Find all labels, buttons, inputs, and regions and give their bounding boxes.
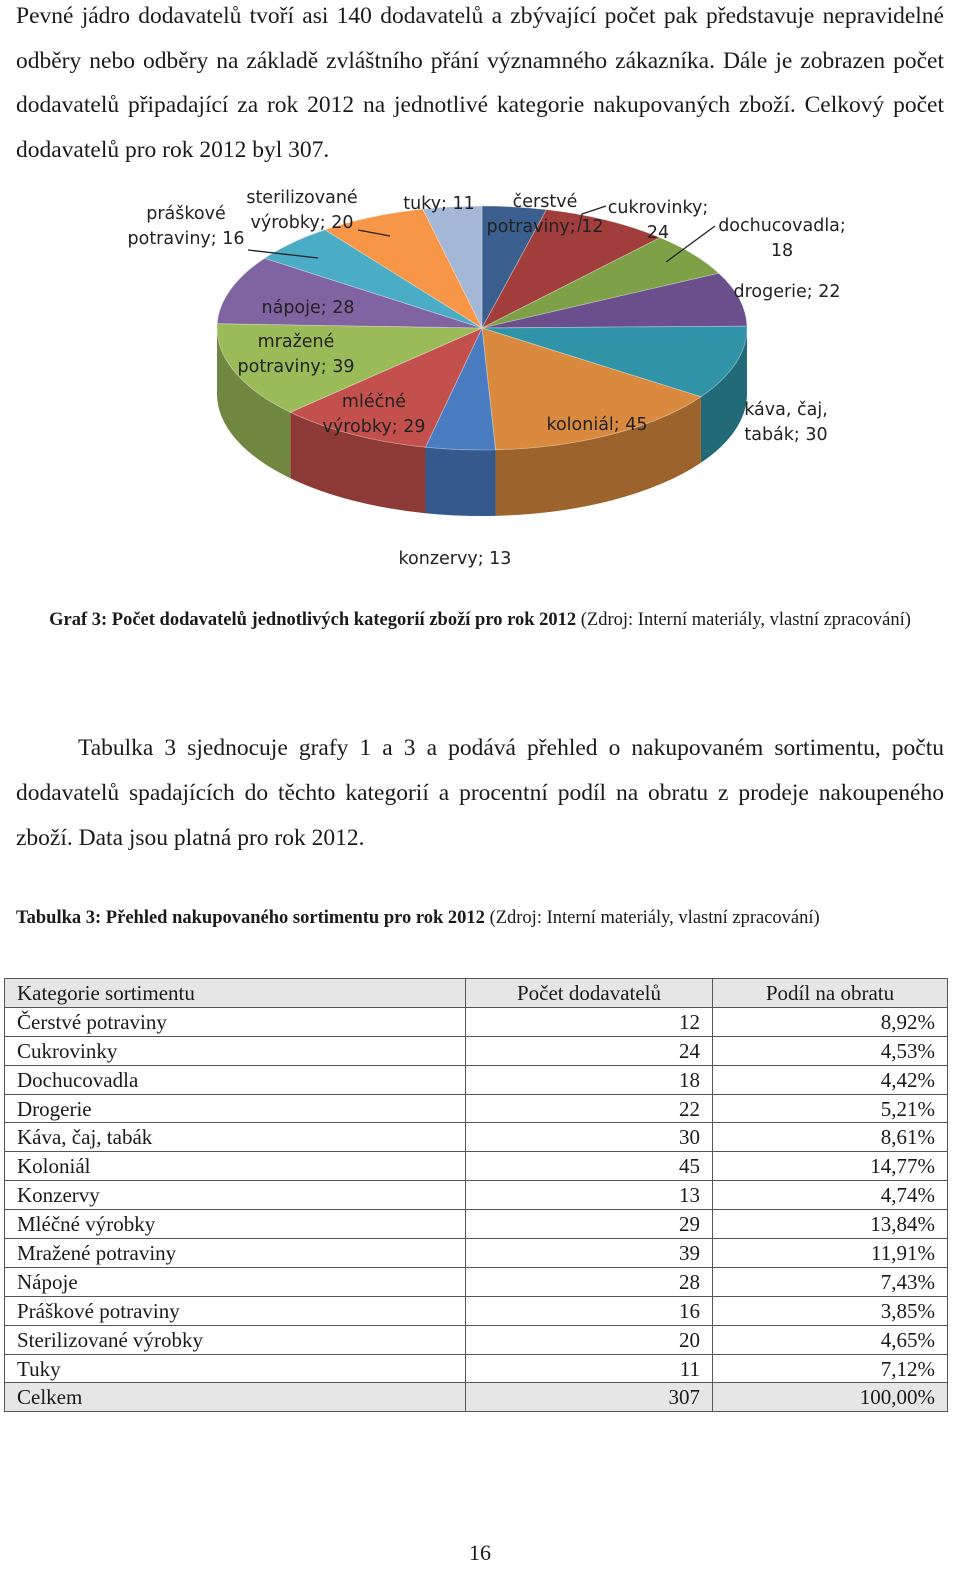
- pie-label-káva-čaj-tabák: káva, čaj, tabák; 30: [744, 400, 828, 445]
- turnover-share-cell: 4,65%: [713, 1325, 948, 1354]
- table-row: [5, 1210, 948, 1239]
- table-row: [5, 1267, 948, 1296]
- turnover-share-cell: 7,12%: [713, 1354, 948, 1383]
- table-row: [5, 1239, 948, 1268]
- table-total-row: [5, 1383, 948, 1412]
- pie-label-koloniál: koloniál; 45: [546, 415, 648, 435]
- supplier-count-cell: 28: [466, 1267, 713, 1296]
- category-cell: Káva, čaj, tabák: [5, 1123, 466, 1152]
- table-header-row: [5, 979, 948, 1008]
- turnover-share-cell: 5,21%: [713, 1094, 948, 1123]
- supplier-count-cell: 39: [466, 1239, 713, 1268]
- table-row: [5, 1325, 948, 1354]
- pie-side-konzervy: [425, 447, 495, 516]
- supplier-count-cell: 16: [466, 1296, 713, 1325]
- category-cell: Čerstvé potraviny: [5, 1007, 466, 1036]
- figure-caption: [20, 608, 940, 632]
- table-row: [5, 1036, 948, 1065]
- pie-label-drogerie: drogerie; 22: [733, 282, 841, 302]
- pie-label-práškové-potraviny: práškové potraviny; 16: [127, 204, 245, 249]
- category-cell: Cukrovinky: [5, 1036, 466, 1065]
- category-cell: Práškové potraviny: [5, 1296, 466, 1325]
- turnover-share-cell: 11,91%: [713, 1239, 948, 1268]
- turnover-share-cell: 13,84%: [713, 1210, 948, 1239]
- table-caption-source: (Zdroj: Interní materiály, vlastní zpracování): [484, 908, 820, 928]
- turnover-share-cell: 4,74%: [713, 1181, 948, 1210]
- intro-paragraph: Pevné jádro dodavatelů tvoří asi 140 dodavatelů a zbývající počet pak představuje nepravidelné odběry nebo odběry na základě zvláštního přání významného zákazníka. Dále je zobrazen počet dodavatelů připadající za rok 2012 na jednotlivé kategorie nakupovaných zboží. Celkový počet dodavatelů pro rok 2012 byl 307.: [16, 3, 944, 163]
- table-row: [5, 1296, 948, 1325]
- turnover-share-cell: 7,43%: [713, 1267, 948, 1296]
- figure-caption-source: (Zdroj: Interní materiály, vlastní zpracování): [576, 610, 911, 630]
- table-caption-title: Tabulka 3: Přehled nakupovaného sortimentu pro rok 2012: [16, 908, 485, 928]
- turnover-share-cell: 8,92%: [713, 1007, 948, 1036]
- pie-label-mražené-potraviny: mražené potraviny; 39: [237, 332, 355, 377]
- pie-label-čerstvé-potraviny: čerstvé potraviny; 12: [486, 192, 604, 237]
- supplier-pie-chart: [0, 170, 960, 590]
- turnover-share-cell: 14,77%: [713, 1152, 948, 1181]
- table-row: [5, 1152, 948, 1181]
- category-cell: Koloniál: [5, 1152, 466, 1181]
- figure-caption-title: Graf 3: Počet dodavatelů jednotlivých kategorií zboží pro rok 2012: [49, 610, 577, 630]
- total-label-cell: Celkem: [5, 1383, 466, 1412]
- assortment-table: [4, 978, 948, 1412]
- category-cell: Sterilizované výrobky: [5, 1325, 466, 1354]
- table-caption: [16, 906, 936, 930]
- turnover-share-cell: 4,42%: [713, 1065, 948, 1094]
- table-row: [5, 1065, 948, 1094]
- supplier-count-cell: 29: [466, 1210, 713, 1239]
- supplier-count-cell: 22: [466, 1094, 713, 1123]
- pie-label-nápoje: nápoje; 28: [261, 298, 355, 318]
- total-suppliers-cell: 307: [466, 1383, 713, 1412]
- pie-label-konzervy: konzervy; 13: [398, 549, 512, 569]
- supplier-count-cell: 20: [466, 1325, 713, 1354]
- category-cell: Tuky: [5, 1354, 466, 1383]
- supplier-count-cell: 24: [466, 1036, 713, 1065]
- category-cell: Drogerie: [5, 1094, 466, 1123]
- pie-label-mléčné-výrobky: mléčné výrobky; 29: [322, 392, 426, 437]
- header-suppliers: Počet dodavatelů: [466, 979, 713, 1008]
- category-cell: Mražené potraviny: [5, 1239, 466, 1268]
- supplier-count-cell: 13: [466, 1181, 713, 1210]
- header-turnover-share: Podíl na obratu: [713, 979, 948, 1008]
- total-share-cell: 100,00%: [713, 1383, 948, 1412]
- pie-label-dochucovadla: dochucovadla; 18: [718, 216, 846, 261]
- supplier-count-cell: 30: [466, 1123, 713, 1152]
- pie-label-cukrovinky: cukrovinky; 24: [607, 198, 709, 243]
- category-cell: Nápoje: [5, 1267, 466, 1296]
- table-intro-paragraph: Tabulka 3 sjednocuje grafy 1 a 3 a podává přehled o nakupovaném sortimentu, počtu dodavatelů spadajících do těchto kategorií a procentní podíl na obratu z prodeje nakoupeného zboží. Data jsou platná pro rok 2012.: [16, 735, 944, 851]
- turnover-share-cell: 8,61%: [713, 1123, 948, 1152]
- table-body: [5, 1007, 948, 1411]
- header-category: Kategorie sortimentu: [5, 979, 466, 1008]
- category-cell: Dochucovadla: [5, 1065, 466, 1094]
- supplier-count-cell: 11: [466, 1354, 713, 1383]
- pie-label-sterilizované-výrobky: sterilizované výrobky; 20: [246, 188, 358, 233]
- page-number: 16: [469, 1540, 491, 1565]
- category-cell: Mléčné výrobky: [5, 1210, 466, 1239]
- table-row: [5, 1354, 948, 1383]
- table-row: [5, 1094, 948, 1123]
- supplier-count-cell: 18: [466, 1065, 713, 1094]
- category-cell: Konzervy: [5, 1181, 466, 1210]
- supplier-count-cell: 45: [466, 1152, 713, 1181]
- supplier-count-cell: 12: [466, 1007, 713, 1036]
- pie-label-tuky: tuky; 11: [403, 194, 475, 214]
- table-row: [5, 1123, 948, 1152]
- table-row: [5, 1181, 948, 1210]
- turnover-share-cell: 3,85%: [713, 1296, 948, 1325]
- table-row: [5, 1007, 948, 1036]
- turnover-share-cell: 4,53%: [713, 1036, 948, 1065]
